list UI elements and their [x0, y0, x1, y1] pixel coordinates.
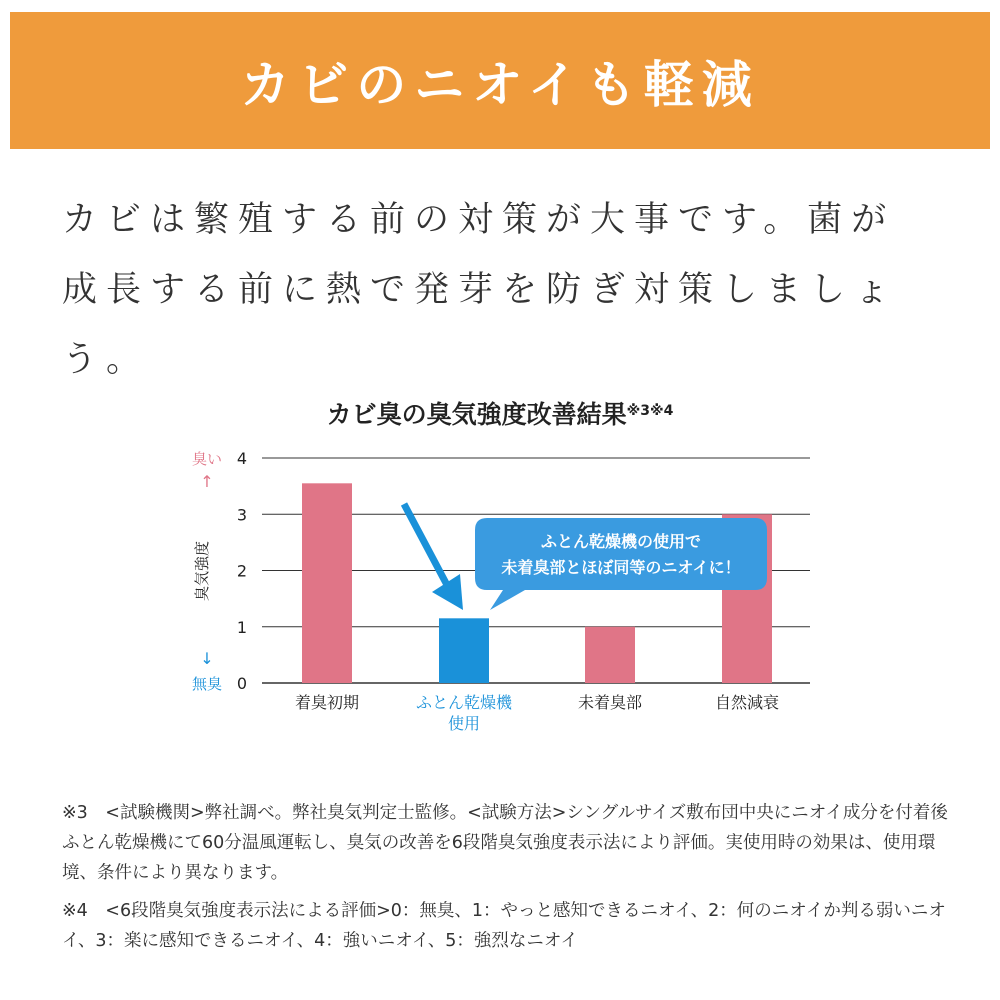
x-tick-label: 未着臭部 — [577, 693, 643, 712]
bar-2 — [439, 618, 489, 683]
footnotes — [62, 798, 952, 964]
footnote-4: ※4 <6段階臭気強度表示法による評価>0：無臭、1：やっと感知できるニオイ、2：何のニオイか判る弱いニオイ、3：楽に感知できるニオイ、4：強いニオイ、5：強烈なニオイ — [62, 901, 946, 951]
pointer-arrow-shaft — [404, 504, 447, 585]
chart-title-note: ※3※4 — [626, 403, 674, 419]
intro-line-1: カビは繁殖する前の対策が大事です。菌が — [62, 200, 896, 240]
bar-1 — [302, 483, 352, 683]
footnote-3: ※3 <試験機関>弊社調べ。弊社臭気判定士監修。<試験方法>シングルサイズ敷布団中央にニオイ成分を付着後ふとん乾燥機にて60分温風運転し、臭気の改善を6段階臭気強度表示法により評価。実使用時の効果は、使用環境、条件により異なります。 — [62, 803, 948, 883]
x-tick-label: 着臭初期 — [294, 693, 360, 712]
callout-line-2: 未着臭部とほぼ同等のニオイに！ — [501, 558, 741, 577]
x-tick-label: 自然減衰 — [714, 693, 780, 712]
chart-title-text: カビ臭の臭気強度改善結果 — [326, 400, 627, 429]
callout-line-1: ふとん乾燥機の使用で — [540, 532, 702, 551]
y-tick-label: 2 — [236, 561, 248, 581]
y-tick-label: 4 — [236, 449, 248, 468]
intro-line-2: 成長する前に熱で発芽を防ぎ対策しましょう。 — [62, 270, 899, 380]
bar-3 — [585, 627, 635, 683]
x-tick-label: ふとん乾燥機 — [415, 693, 513, 712]
y-top-label: 臭い — [191, 450, 223, 468]
banner-title: カビのニオイも軽減 — [240, 55, 760, 114]
y-tick-label: 0 — [236, 674, 248, 693]
y-tick-label: 3 — [236, 505, 248, 525]
y-bottom-label: 無臭 — [191, 675, 223, 693]
y-axis-label: 臭気強度 — [193, 540, 211, 602]
arrow-up-icon: ↑ — [200, 472, 214, 491]
x-tick-label-line2: 使用 — [447, 714, 481, 733]
arrow-down-icon: ↓ — [200, 649, 214, 668]
y-tick-label: 1 — [236, 617, 248, 637]
